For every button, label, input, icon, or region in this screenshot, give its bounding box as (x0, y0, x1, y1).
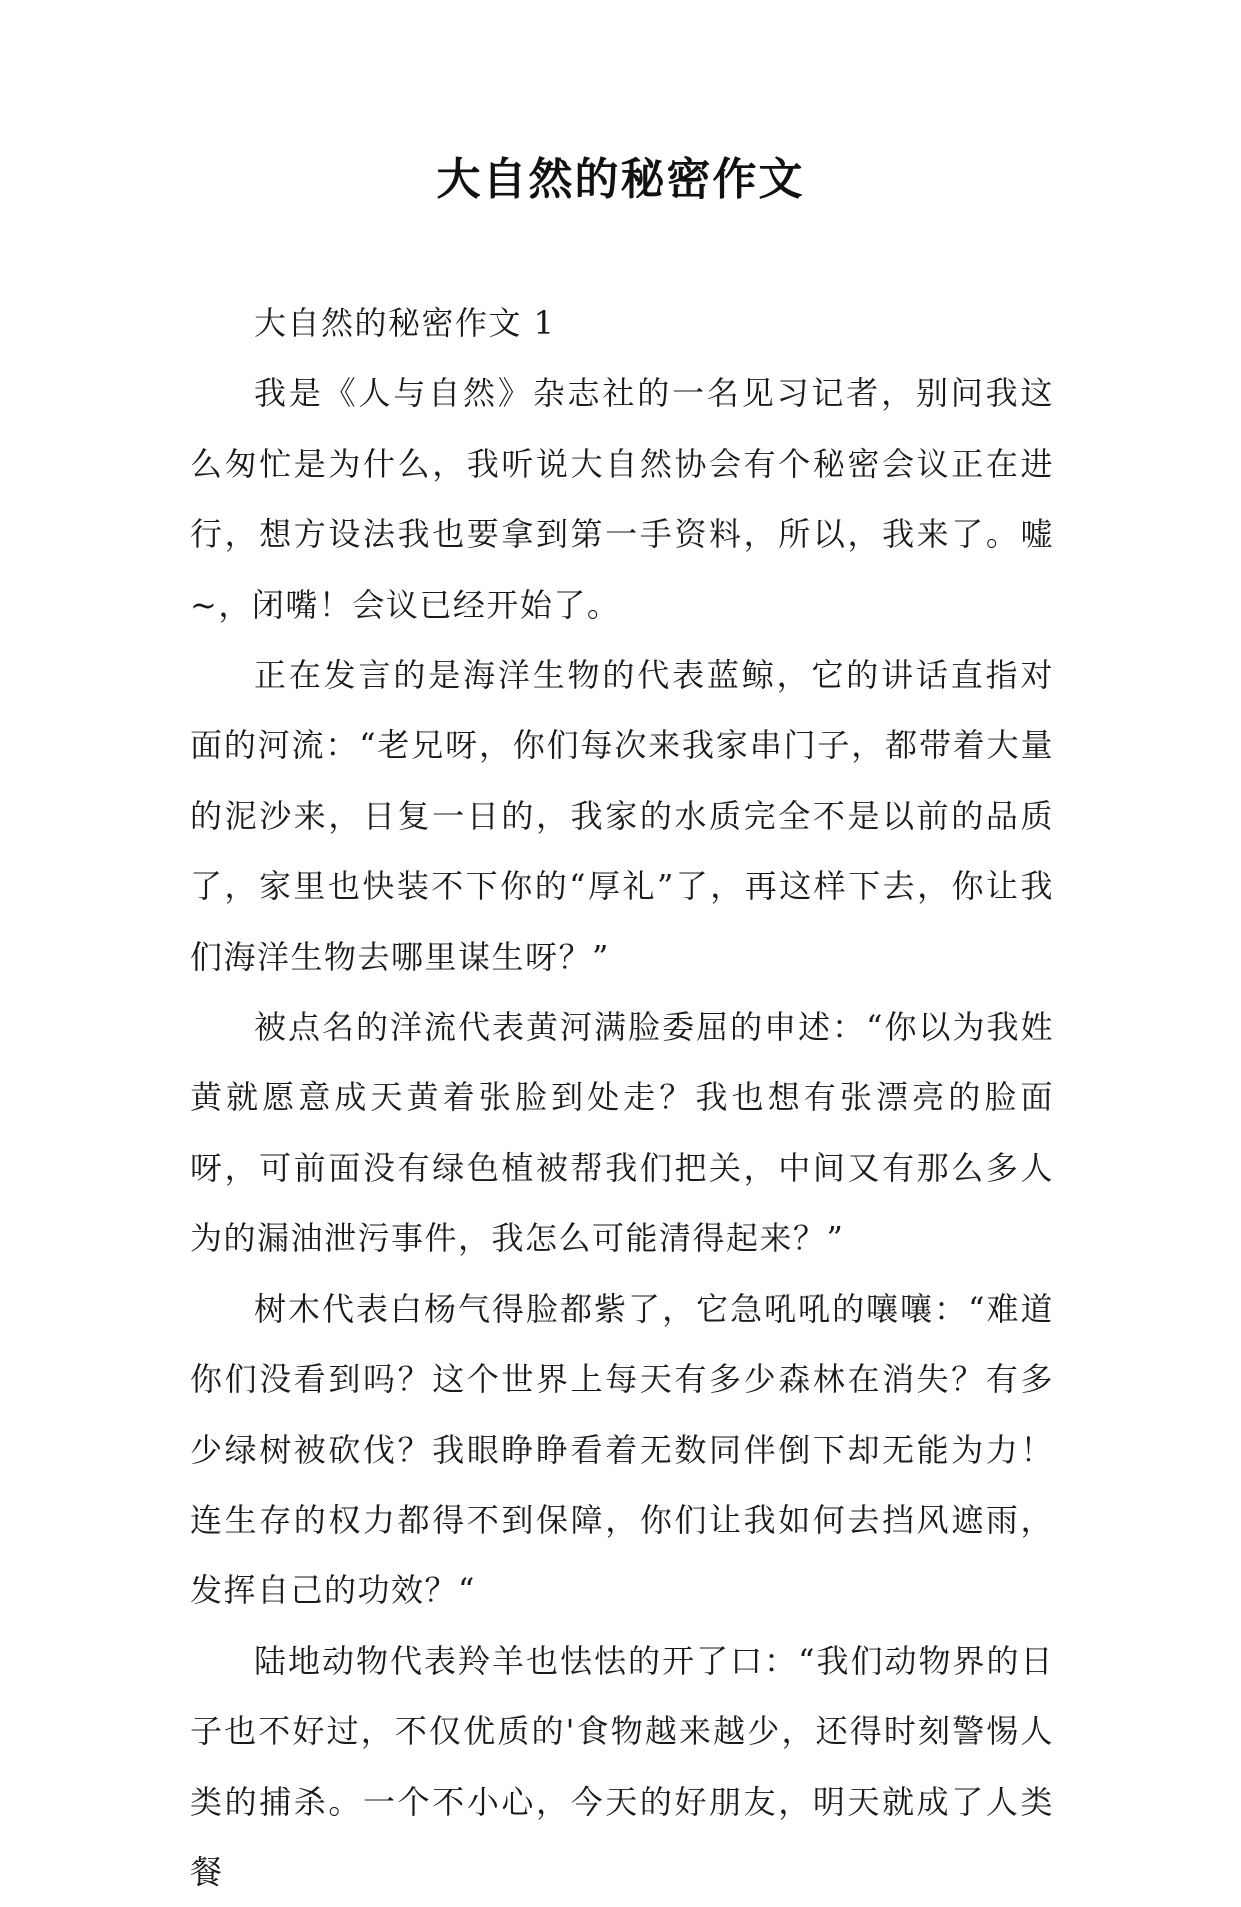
document-body (190, 288, 1054, 1907)
paragraph: 树木代表白杨气得脸都紫了，它急吼吼的嚷嚷：“难道你们没看到吗？这个世界上每天有多少森林在消失？有多少绿树被砍伐？我眼睁睁看着无数同伴倒下却无能为力！连生存的权力都得不到保障，你们让我如何去挡风遮雨，发挥自己的功效？“ (190, 1289, 1054, 1610)
paragraph: 我是《人与自然》杂志社的一名见习记者，别问我这么匆忙是为什么，我听说大自然协会有个秘密会议正在进行，想方设法我也要拿到第一手资料，所以，我来了。嘘~，闭嘴！会议已经开始了。 (190, 374, 1054, 624)
paragraph: 陆地动物代表羚羊也怯怯的开了口：“我们动物界的日子也不好过，不仅优质的'食物越来越少，还得时刻警惕人类的捕杀。一个不小心，今天的好朋友，明天就成了人类餐 (190, 1641, 1054, 1891)
paragraph: 正在发言的是海洋生物的代表蓝鲸，它的讲话直指对面的河流：“老兄呀，你们每次来我家串门子，都带着大量的泥沙来，日复一日的，我家的水质完全不是以前的品质了，家里也快装不下你的“厚礼”了，再这样下去，你让我们海洋生物去哪里谋生呀？” (190, 656, 1054, 976)
section-heading: 大自然的秘密作文 1 (254, 304, 556, 342)
document-title: 大自然的秘密作文 (436, 154, 805, 205)
paragraph: 被点名的洋流代表黄河满脸委屈的申述：“你以为我姓黄就愿意成天黄着张脸到处走？我也想有张漂亮的脸面呀，可前面没有绿色植被帮我们把关，中间又有那么多人为的漏油泄污事件，我怎么可能清得起来？” (190, 1008, 1054, 1258)
